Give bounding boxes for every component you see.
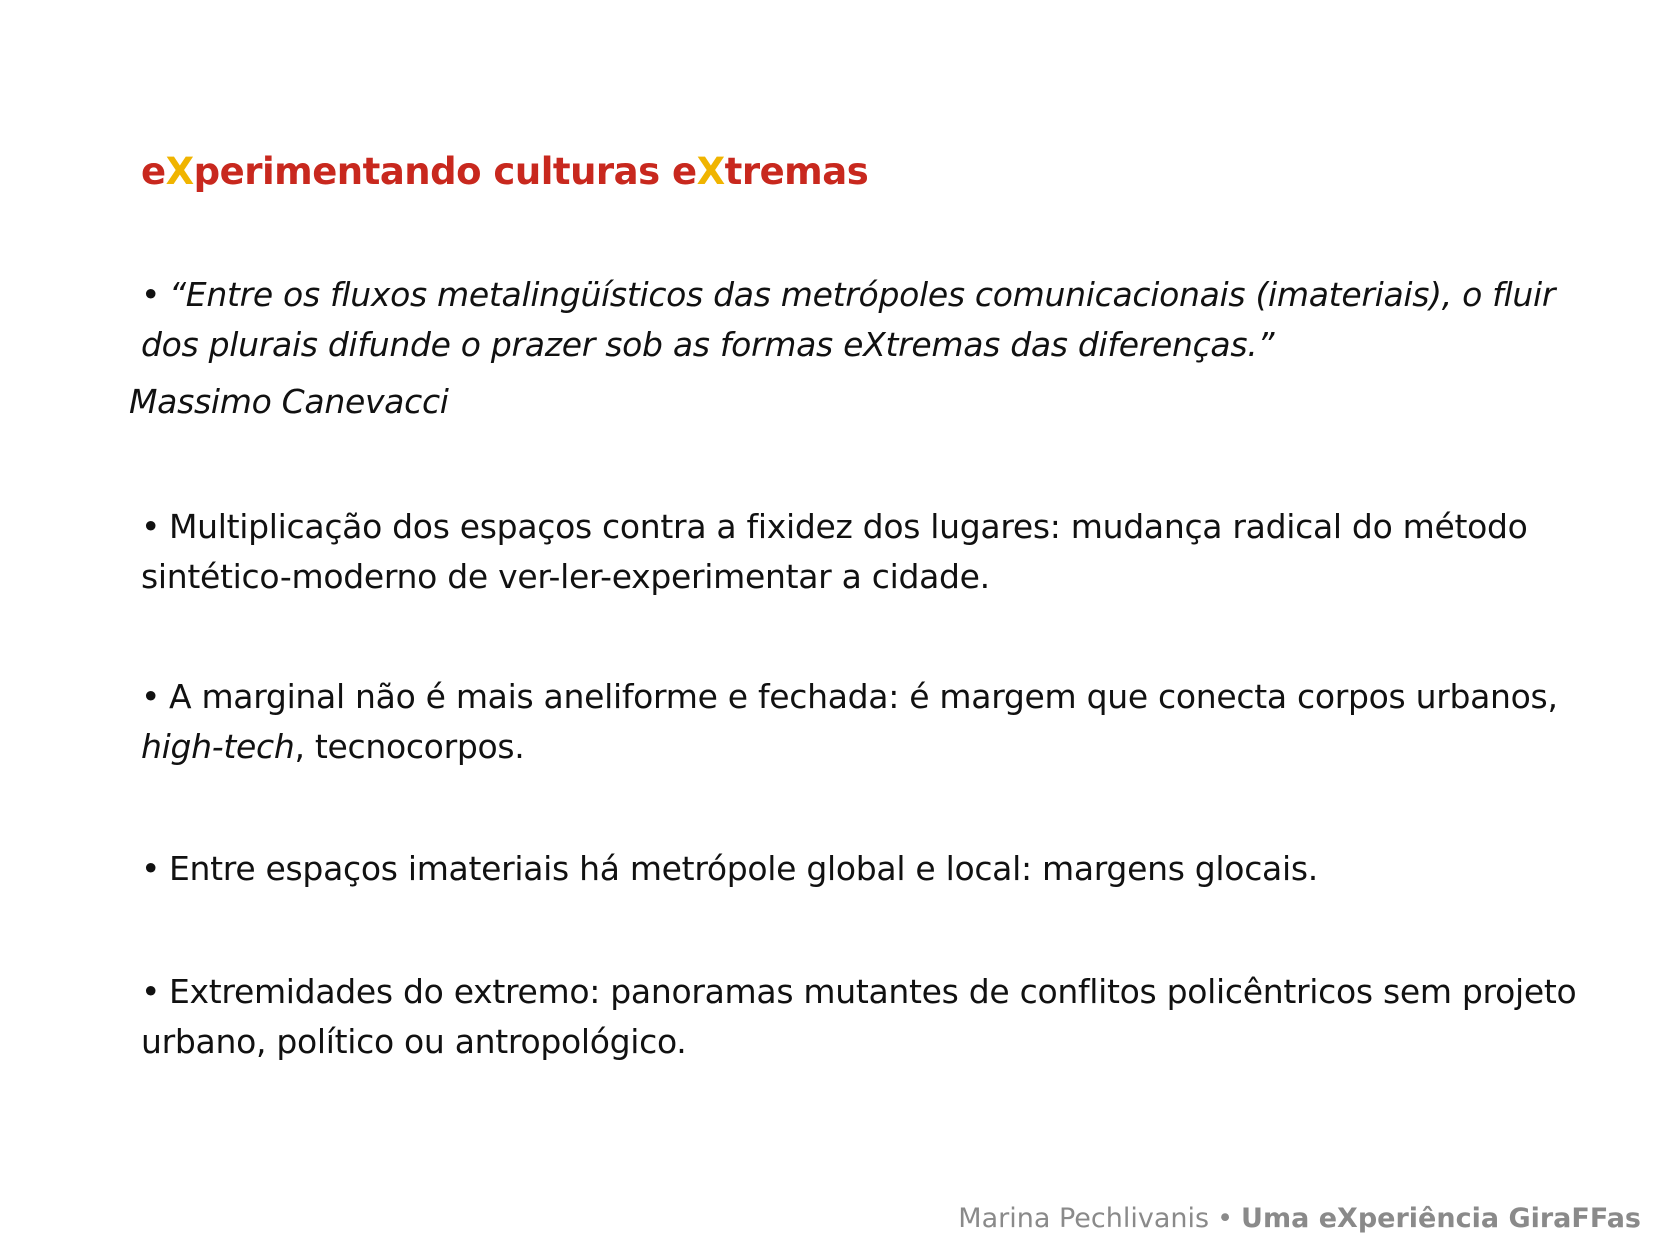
bullet-italic-term: high-tech — [141, 727, 295, 766]
bullet-item — [141, 967, 1581, 1067]
title-part: tremas — [724, 150, 869, 193]
bullet-dot: • — [141, 507, 161, 546]
bullet-dot: • — [141, 677, 161, 716]
title-x-letter: X — [696, 150, 725, 193]
slide-title — [141, 150, 868, 193]
bullet-item — [141, 502, 1581, 602]
quote-text: “Entre os fluxos metalingüísticos das metrópoles comunicacionais (imateriais), o fluir dos plurais difunde o prazer sob as formas eXtremas das diferenças.” — [141, 275, 1556, 364]
bullet-text: Extremidades do extremo: panoramas mutantes de conflitos policêntricos sem projeto urbano, político ou antropológico. — [141, 972, 1577, 1061]
bullet-text: Entre espaços imateriais há metrópole global e local: margens glocais. — [169, 849, 1318, 888]
bullet-dot: • — [141, 972, 161, 1011]
slide-footer — [958, 1203, 1641, 1234]
footer-author: Marina Pechlivanis — [958, 1203, 1210, 1234]
footer-brand: Uma eXperiência GiraFFas — [1241, 1203, 1641, 1234]
bullet-text: , tecnocorpos. — [294, 727, 525, 766]
quote-author: Massimo Canevacci — [129, 382, 449, 421]
bullet-item — [141, 672, 1581, 772]
title-x-letter: X — [165, 150, 194, 193]
bullet-text: Multiplicação dos espaços contra a fixidez dos lugares: mudança radical do método sintético-moderno de ver-ler-experimentar a cidade. — [141, 507, 1528, 596]
title-part: perimentando culturas e — [193, 150, 697, 193]
bullet-dot: • — [141, 275, 161, 314]
bullet-text: A marginal não é mais aneliforme e fechada: é margem que conecta corpos urbanos, — [169, 677, 1558, 716]
bullet-item — [141, 844, 1581, 894]
bullet-dot: • — [141, 849, 161, 888]
footer-separator: • — [1217, 1203, 1234, 1234]
quote-bullet — [141, 270, 1581, 370]
title-part: e — [141, 150, 166, 193]
